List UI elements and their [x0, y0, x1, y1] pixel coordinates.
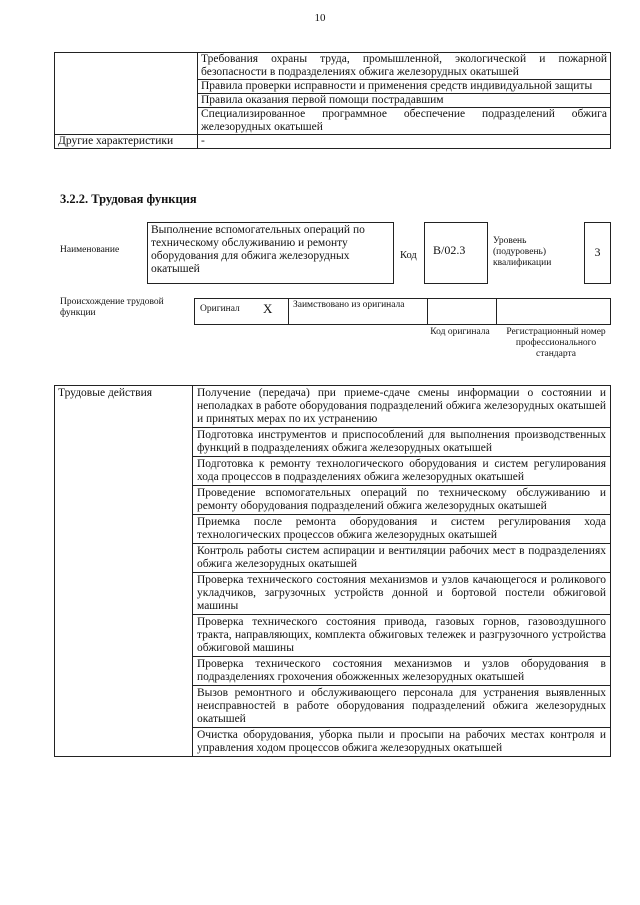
labor-action-item: Подготовка к ремонту технологического оборудования и систем регулирования хода процессов в подразделениях обжига железорудных окатышей [193, 457, 611, 486]
labor-action-item: Вызов ремонтного и обслуживающего персонала для устранения выявленных неисправностей в работе оборудования подразделений обжига железорудных окатышей [193, 686, 611, 728]
function-name-box: Выполнение вспомогательных операций по техническому обслуживанию и ремонту оборудования для обжига железорудных окатышей [147, 222, 394, 284]
section-heading: 3.2.2. Трудовая функция [60, 192, 197, 206]
level-box: 3 [584, 222, 611, 284]
table-cell: Правила оказания первой помощи пострадавшим [198, 94, 611, 108]
table-cell: Специализированное программное обеспечение подразделений обжига железорудных окатышей [198, 108, 611, 135]
table-row [55, 135, 611, 149]
labor-action-item: Проведение вспомогательных операций по техническому обслуживанию и ремонту оборудования подразделений обжига железорудных окатышей [193, 486, 611, 515]
labor-action-item: Контроль работы систем аспирации и вентиляции рабочих мест в подразделениях обжига железорудных окатышей [193, 544, 611, 573]
original-code-caption: Код оригинала [430, 327, 490, 337]
labor-actions-label: Трудовые действия [55, 386, 193, 757]
table-row [55, 386, 611, 428]
table-cell: Правила проверки исправности и применения средств индивидуальной защиты [198, 80, 611, 94]
table-cell-empty [55, 53, 198, 135]
labor-action-item: Подготовка инструментов и приспособлений для выполнения производственных функций в подразделениях обжига железорудных окатышей [193, 428, 611, 457]
labor-action-item: Получение (передача) при приеме-сдаче смены информации о состоянии и неполадках в работе оборудования подразделений обжига железорудных окатышей и принятых мерах по их устранению [193, 386, 611, 428]
labor-actions-table [54, 385, 611, 757]
borrowed-cell: Заимствовано из оригинала [288, 298, 428, 325]
knowledge-table [54, 52, 611, 149]
code-label: Код [400, 250, 417, 261]
reg-number-cell [496, 298, 611, 325]
labor-action-item: Проверка технического состояния механизмов и узлов оборудования в подразделениях грохочения обожженных железорудных окатышей [193, 657, 611, 686]
name-label: Наименование [60, 245, 120, 255]
table-row [55, 53, 611, 80]
labor-action-item: Проверка технического состояния привода, газовых горнов, газовоздушного тракта, направляющих, комплекта обжиговых тележек и разгрузочного устройства обжиговой машины [193, 615, 611, 657]
original-code-cell [427, 298, 497, 325]
page-number: 10 [314, 12, 326, 24]
origin-label: Происхождение трудовой функции [60, 297, 164, 318]
other-characteristics-value: - [198, 135, 611, 149]
original-label: Оригинал [200, 304, 240, 314]
code-box: B/02.3 [424, 222, 488, 284]
other-characteristics-label: Другие характеристики [55, 135, 198, 149]
table-cell: Требования охраны труда, промышленной, экологической и пожарной безопасности в подразделениях обжига железорудных окатышей [198, 53, 611, 80]
labor-action-item: Проверка технического состояния механизмов и узлов качающегося и роликового укладчиков, загрузочных устройств донной и бортовой постели обжиговой машины [193, 573, 611, 615]
original-cell [194, 298, 289, 325]
labor-action-item: Очистка оборудования, уборка пыли и просыпи на рабочих местах контроля и управления ходом процессов обжига железорудных окатышей [193, 728, 611, 757]
level-label: Уровень (подуровень) квалификации [493, 236, 552, 268]
original-mark: X [263, 301, 273, 316]
reg-number-caption: Регистрационный номер профессионального стандарта [506, 327, 606, 359]
labor-action-item: Приемка после ремонта оборудования и систем регулирования хода технологических процессов обжига железорудных окатышей [193, 515, 611, 544]
